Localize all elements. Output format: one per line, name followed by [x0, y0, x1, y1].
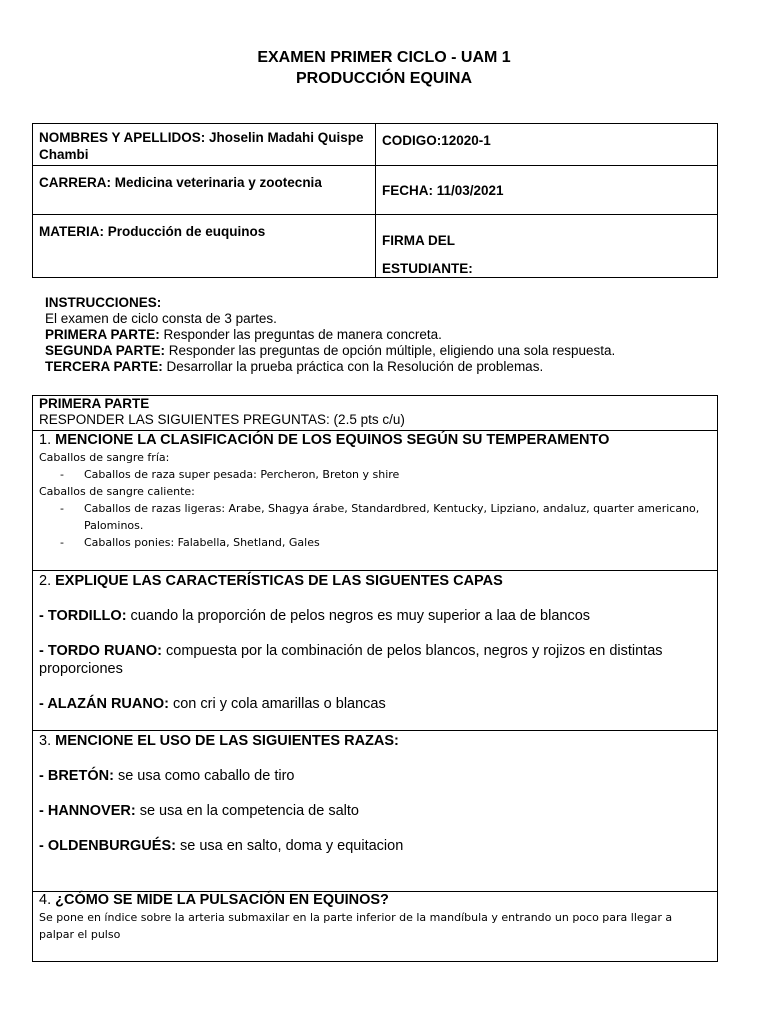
info-divider-row2	[33, 214, 717, 215]
questions-table	[32, 395, 718, 962]
career: CARRERA: Medicina veterinaria y zootecnia	[39, 175, 322, 190]
instructions-intro: El examen de ciclo consta de 3 partes.	[45, 311, 277, 326]
exam-date: FECHA: 11/03/2021	[382, 183, 504, 198]
list-item: - Caballos de raza super pesada: Percheron, Breton y shire	[60, 468, 400, 481]
answer-breton: - BRETÓN: se usa como caballo de tiro	[39, 768, 295, 784]
answer-alazan-ruano: - ALAZÁN RUANO: con cri y cola amarillas o blancas	[39, 696, 386, 712]
question-3-text: MENCIONE EL USO DE LAS SIGUIENTES RAZAS:	[55, 733, 399, 749]
answer-oldenburgues: - OLDENBURGUÉS: se usa en salto, doma y equitacion	[39, 838, 404, 854]
instruction-part-1: PRIMERA PARTE: Responder las preguntas de manera concreta.	[45, 327, 442, 342]
student-name: NOMBRES Y APELLIDOS: Jhoselin Madahi Quispe Chambi	[39, 130, 364, 162]
answer-tordillo: - TORDILLO: cuando la proporción de pelos negros es muy superior a laa de blancos	[39, 608, 591, 624]
part-header	[33, 396, 717, 428]
question-3: 3. MENCIONE EL USO DE LAS SIGUIENTES RAZAS: - BRETÓN: se usa como caballo de tiro - HANNOVER: se usa en la competencia de salto - OLDENBURGUÉS: se usa en salto, doma y equitacion	[33, 731, 717, 855]
question-4: 4. ¿CÓMO SE MIDE LA PULSACIÓN EN EQUINOS? Se pone en índice sobre la arteria submaxilar en la parte inferior de la mandíbula y entrando un poco para llegar a palpar el pulso	[33, 892, 717, 943]
part-subtitle: RESPONDER LAS SIGUIENTES PREGUNTAS: (2.5 pts c/u)	[39, 412, 405, 427]
part-title: PRIMERA PARTE	[39, 396, 150, 411]
answer-pulse: Se pone en índice sobre la arteria submaxilar en la parte inferior de la mandíbula y entrando un poco para llegar a palpar el pulso	[39, 911, 673, 941]
student-info-table	[32, 123, 718, 278]
question-1-text: MENCIONE LA CLASIFICACIÓN DE LOS EQUINOS SEGÚN SU TEMPERAMENTO	[55, 432, 610, 448]
question-1: 1. MENCIONE LA CLASIFICACIÓN DE LOS EQUINOS SEGÚN SU TEMPERAMENTO Caballos de sangre fría: - Caballos de raza super pesada: Percheron, Breton y shire Caballos de sangre caliente: - Caballos de razas ligeras: Arabe, Shagya árabe, Standardbred, Kentucky, Lipziano, andaluz, quarter americano, Palominos. - Caballos ponies: Falabella, Shetland, Gales	[33, 431, 717, 551]
question-2: 2. EXPLIQUE LAS CARACTERÍSTICAS DE LAS SIGUENTES CAPAS - TORDILLO: cuando la proporción de pelos negros es muy superior a laa de blancos - TORDO RUANO: compuesta por la combinación de pelos blancos, negros y rojizos en distintas proporciones - ALAZÁN RUANO: con cri y cola amarillas o blancas	[33, 571, 717, 713]
instruction-part-2: SEGUNDA PARTE: Responder las preguntas de opción múltiple, eligiendo una sola respuesta.	[45, 343, 616, 358]
signature-label-2: ESTUDIANTE:	[382, 261, 473, 276]
list-item: - Caballos de razas ligeras: Arabe, Shagya árabe, Standardbred, Kentucky, Lipziano, andaluz, quarter americano, Palominos.	[60, 502, 700, 532]
question-2-text: EXPLIQUE LAS CARACTERÍSTICAS DE LAS SIGUENTES CAPAS	[55, 573, 503, 589]
exam-title: EXAMEN PRIMER CICLO - UAM 1	[257, 49, 511, 66]
instruction-part-3: TERCERA PARTE: Desarrollar la prueba práctica con la Resolución de problemas.	[45, 359, 544, 374]
student-code: CODIGO:12020-1	[382, 133, 491, 148]
question-4-text: ¿CÓMO SE MIDE LA PULSACIÓN EN EQUINOS?	[55, 892, 389, 908]
subject: MATERIA: Producción de euquinos	[39, 224, 266, 239]
signature-label-1: FIRMA DEL	[382, 233, 455, 248]
answer-hannover: - HANNOVER: se usa en la competencia de salto	[39, 803, 359, 819]
list-item: - Caballos ponies: Falabella, Shetland, Gales	[60, 536, 320, 549]
category-hot-blood: Caballos de sangre caliente:	[39, 485, 195, 498]
category-cold-blood: Caballos de sangre fría:	[39, 451, 170, 464]
instructions-block	[45, 295, 725, 375]
exam-subtitle: PRODUCCIÓN EQUINA	[295, 70, 472, 87]
instructions-heading: INSTRUCCIONES:	[45, 295, 162, 310]
answer-tordo-ruano: - TORDO RUANO: compuesta por la combinación de pelos blancos, negros y rojizos en distintas proporciones	[39, 643, 663, 677]
